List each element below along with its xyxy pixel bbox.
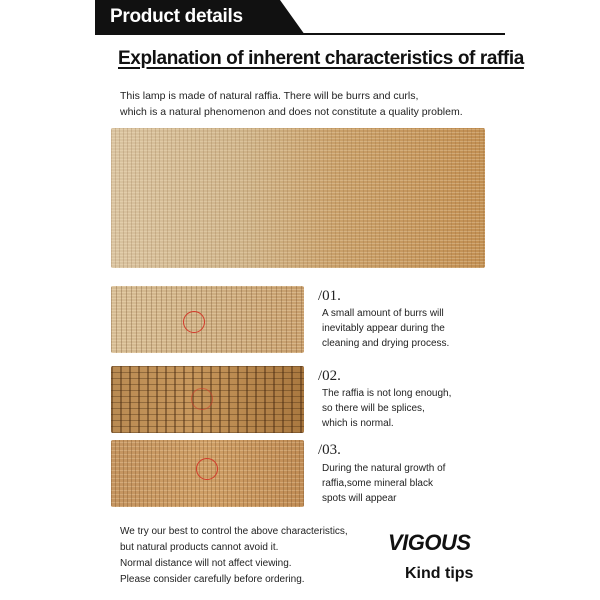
item-line: A small amount of burrs will	[322, 308, 444, 319]
header-rule	[300, 33, 505, 35]
header-title: Product details	[110, 6, 243, 27]
highlight-circle	[183, 311, 205, 333]
intro-text	[120, 88, 520, 120]
brand-logo: VIGOUS	[388, 530, 471, 555]
highlight-circle	[191, 388, 213, 410]
item-line: raffia,some mineral black	[322, 478, 433, 489]
item-line: cleaning and drying process.	[322, 338, 450, 349]
note-line: Please consider carefully before ordering.	[120, 574, 305, 585]
item-line: so there will be splices,	[322, 403, 425, 414]
intro-line: This lamp is made of natural raffia. There will be burrs and curls,	[120, 90, 419, 102]
item-line: The raffia is not long enough,	[322, 388, 452, 399]
disclaimer-note	[120, 524, 348, 588]
item-line: which is normal.	[322, 418, 394, 429]
item-description	[322, 386, 502, 431]
raffia-burrs-photo	[111, 286, 304, 353]
item-line: During the natural growth of	[322, 463, 446, 474]
item-description	[322, 306, 502, 351]
kind-tips-label: Kind tips	[405, 565, 474, 582]
item-number: /03.	[318, 442, 341, 458]
item-line: spots will appear	[322, 493, 397, 504]
note-line: but natural products cannot avoid it.	[120, 542, 279, 553]
intro-line: which is a natural phenomenon and does not constitute a quality problem.	[120, 106, 463, 118]
item-number: /02.	[318, 368, 341, 384]
raffia-splice-photo	[111, 366, 304, 433]
note-line: We try our best to control the above characteristics,	[120, 526, 348, 537]
raffia-spots-photo	[111, 440, 304, 507]
item-description	[322, 461, 502, 506]
section-heading: Explanation of inherent characteristics of raffia	[118, 48, 524, 69]
raffia-main-photo	[111, 128, 485, 268]
highlight-circle	[196, 458, 218, 480]
note-line: Normal distance will not affect viewing.	[120, 558, 292, 569]
item-number: /01.	[318, 288, 341, 304]
item-line: inevitably appear during the	[322, 323, 445, 334]
